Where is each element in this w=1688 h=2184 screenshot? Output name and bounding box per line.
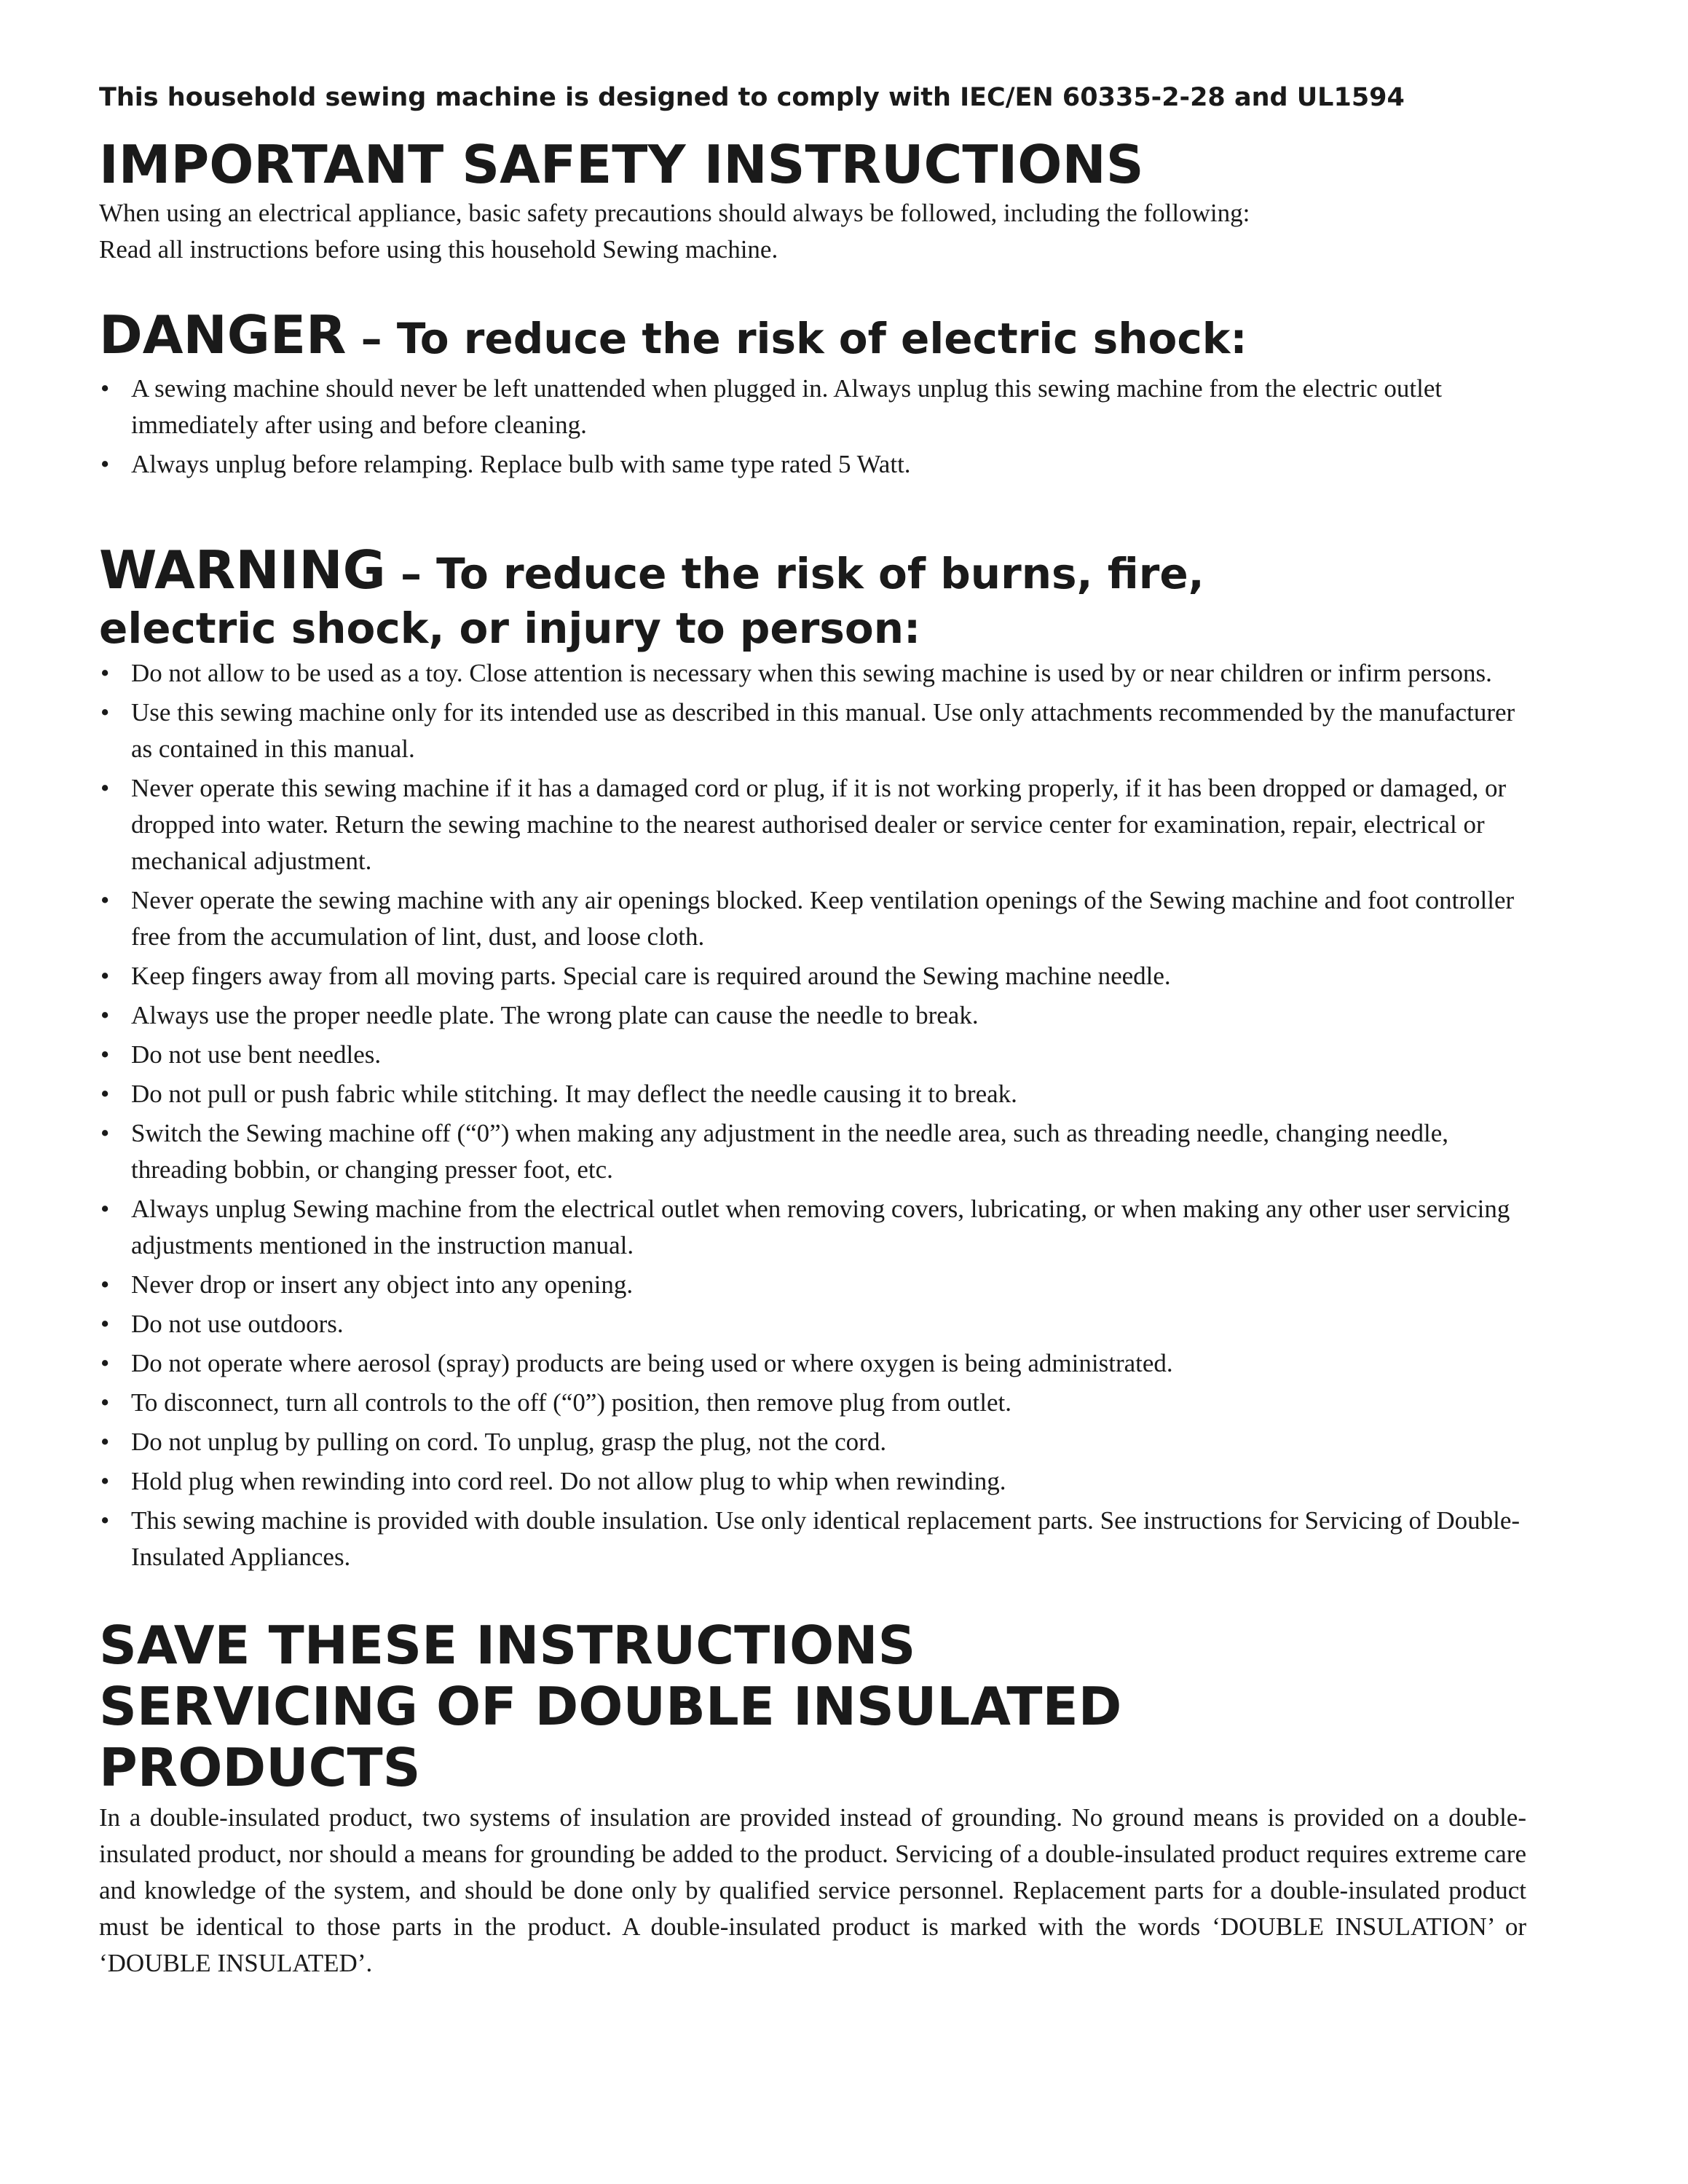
warning-list: [99, 655, 1521, 1575]
warning-item: [99, 1191, 1521, 1264]
warning-item-text: Switch the Sewing machine off (“0”) when making any adjustment in the needle area, such as threading needle, changing needle, threading bobbin, or changing presser foot, etc.: [131, 1119, 1449, 1184]
warning-item: [99, 1463, 1521, 1500]
warning-item: [99, 1306, 1521, 1342]
warning-item-text: Do not operate where aerosol (spray) products are being used or where oxygen is being administrated.: [131, 1349, 1173, 1377]
warning-item-text: Never operate the sewing machine with any air openings blocked. Keep ventilation openings of the Sewing machine and foot controller free from the accumulation of lint, dust, and loose cloth.: [131, 886, 1515, 951]
warning-item-text: Do not pull or push fabric while stitching. It may deflect the needle causing it to break.: [131, 1080, 1017, 1108]
warning-subtitle-1: – To reduce the risk of burns, fire,: [385, 549, 1204, 598]
warning-item: [99, 958, 1521, 994]
danger-item-text: A sewing machine should never be left unattended when plugged in. Always unplug this sewing machine from the electric outlet immediately after using and before cleaning.: [131, 374, 1443, 439]
save-instructions-title: SAVE THESE INSTRUCTIONS: [99, 1615, 916, 1676]
servicing-title-line-1: SERVICING OF DOUBLE INSULATED: [99, 1676, 1122, 1737]
servicing-paragraph: In a double-insulated product, two systems of insulation are provided instead of grounding. No ground means is provided on a double-insulated product, nor should a means for grounding be added to the product. Servicing of a double-insulated product requires extreme care and knowledge of the system, and should be done only by qualified service personnel. Replacement parts for a double-insulated product must be identical to those parts in the product. A double-insulated product is marked with the words ‘DOUBLE INSULATION’ or ‘DOUBLE INSULATED’.: [99, 1803, 1526, 1977]
warning-item: [99, 1385, 1521, 1421]
bullet-icon: •: [100, 1270, 110, 1299]
intro-line-1: When using an electrical appliance, basic safety precautions should always be followed, including the following:: [99, 199, 1250, 227]
important-intro: [99, 195, 1521, 268]
warning-item: [99, 655, 1521, 692]
bullet-icon: •: [100, 1040, 110, 1069]
servicing-section: [99, 1800, 1526, 1982]
warning-item-text: Do not use bent needles.: [131, 1040, 382, 1069]
bullet-icon: •: [100, 1349, 110, 1377]
warning-item: [99, 695, 1521, 767]
bullet-icon: •: [100, 450, 110, 478]
warning-item-text: Never operate this sewing machine if it has a damaged cord or plug, if it is not working properly, if it has been dropped or damaged, or dropped into water. Return the sewing machine to the nearest authorised dealer or service center for examination, repair, electrical or mechanical adjustment.: [131, 774, 1507, 875]
bullet-icon: •: [100, 962, 110, 990]
bullet-icon: •: [100, 374, 110, 403]
danger-item: [99, 446, 1521, 483]
warning-label: WARNING: [99, 539, 386, 601]
servicing-title-line-2: PRODUCTS: [99, 1737, 421, 1798]
warning-item: [99, 1115, 1521, 1188]
warning-item: [99, 1267, 1521, 1303]
bullet-icon: •: [100, 1467, 110, 1495]
warning-item: [99, 1424, 1521, 1460]
bullet-icon: •: [100, 1428, 110, 1456]
bullet-icon: •: [100, 1119, 110, 1147]
warning-item-text: Do not use outdoors.: [131, 1310, 344, 1338]
warning-item-text: Always unplug Sewing machine from the electrical outlet when removing covers, lubricating, or when making any other user servicing adjustments mentioned in the instruction manual.: [131, 1195, 1510, 1259]
warning-item: [99, 997, 1521, 1034]
save-instructions-block: [99, 1615, 1521, 1798]
bullet-icon: •: [100, 1195, 110, 1223]
bullet-icon: •: [100, 1001, 110, 1029]
danger-label: DANGER: [99, 304, 347, 365]
warning-item-text: To disconnect, turn all controls to the off (“0”) position, then remove plug from outlet.: [131, 1388, 1011, 1417]
bullet-icon: •: [100, 1080, 110, 1108]
danger-item: [99, 371, 1521, 443]
warning-item: [99, 1076, 1521, 1112]
warning-item: [99, 1037, 1521, 1073]
warning-item: [99, 882, 1521, 955]
bullet-icon: •: [100, 1506, 110, 1535]
warning-item-text: Always use the proper needle plate. The wrong plate can cause the needle to break.: [131, 1001, 979, 1029]
warning-item-text: Use this sewing machine only for its intended use as described in this manual. Use only attachments recommended by the manufacturer as contained in this manual.: [131, 698, 1515, 763]
compliance-statement: This household sewing machine is designed to comply with IEC/EN 60335-2-28 and UL1594: [99, 83, 1405, 112]
danger-subtitle: – To reduce the risk of electric shock:: [346, 314, 1247, 363]
bullet-icon: •: [100, 1310, 110, 1338]
warning-item: [99, 1345, 1521, 1382]
warning-item-text: Do not unplug by pulling on cord. To unplug, grasp the plug, not the cord.: [131, 1428, 887, 1456]
bullet-icon: •: [100, 774, 110, 802]
danger-heading: [99, 304, 1521, 369]
intro-line-2: Read all instructions before using this household Sewing machine.: [99, 235, 778, 264]
danger-list: [99, 371, 1521, 483]
warning-item: [99, 1503, 1521, 1575]
warning-item-text: This sewing machine is provided with double insulation. Use only identical replacement parts. See instructions for Servicing of Double-Insulated Appliances.: [131, 1506, 1521, 1571]
warning-item-text: Do not allow to be used as a toy. Close attention is necessary when this sewing machine is used by or near children or infirm persons.: [131, 659, 1492, 687]
warning-item-text: Hold plug when rewinding into cord reel. Do not allow plug to whip when rewinding.: [131, 1467, 1006, 1495]
warning-item: [99, 770, 1521, 879]
warning-heading: [99, 541, 1521, 603]
warning-subtitle-2: electric shock, or injury to person:: [99, 604, 921, 653]
bullet-icon: •: [100, 1388, 110, 1417]
bullet-icon: •: [100, 659, 110, 687]
bullet-icon: •: [100, 886, 110, 914]
warning-item-text: Never drop or insert any object into any opening.: [131, 1270, 634, 1299]
important-safety-title: IMPORTANT SAFETY INSTRUCTIONS: [99, 134, 1144, 195]
warning-item-text: Keep fingers away from all moving parts. Special care is required around the Sewing machine needle.: [131, 962, 1171, 990]
bullet-icon: •: [100, 698, 110, 727]
danger-item-text: Always unplug before relamping. Replace bulb with same type rated 5 Watt.: [131, 450, 911, 478]
